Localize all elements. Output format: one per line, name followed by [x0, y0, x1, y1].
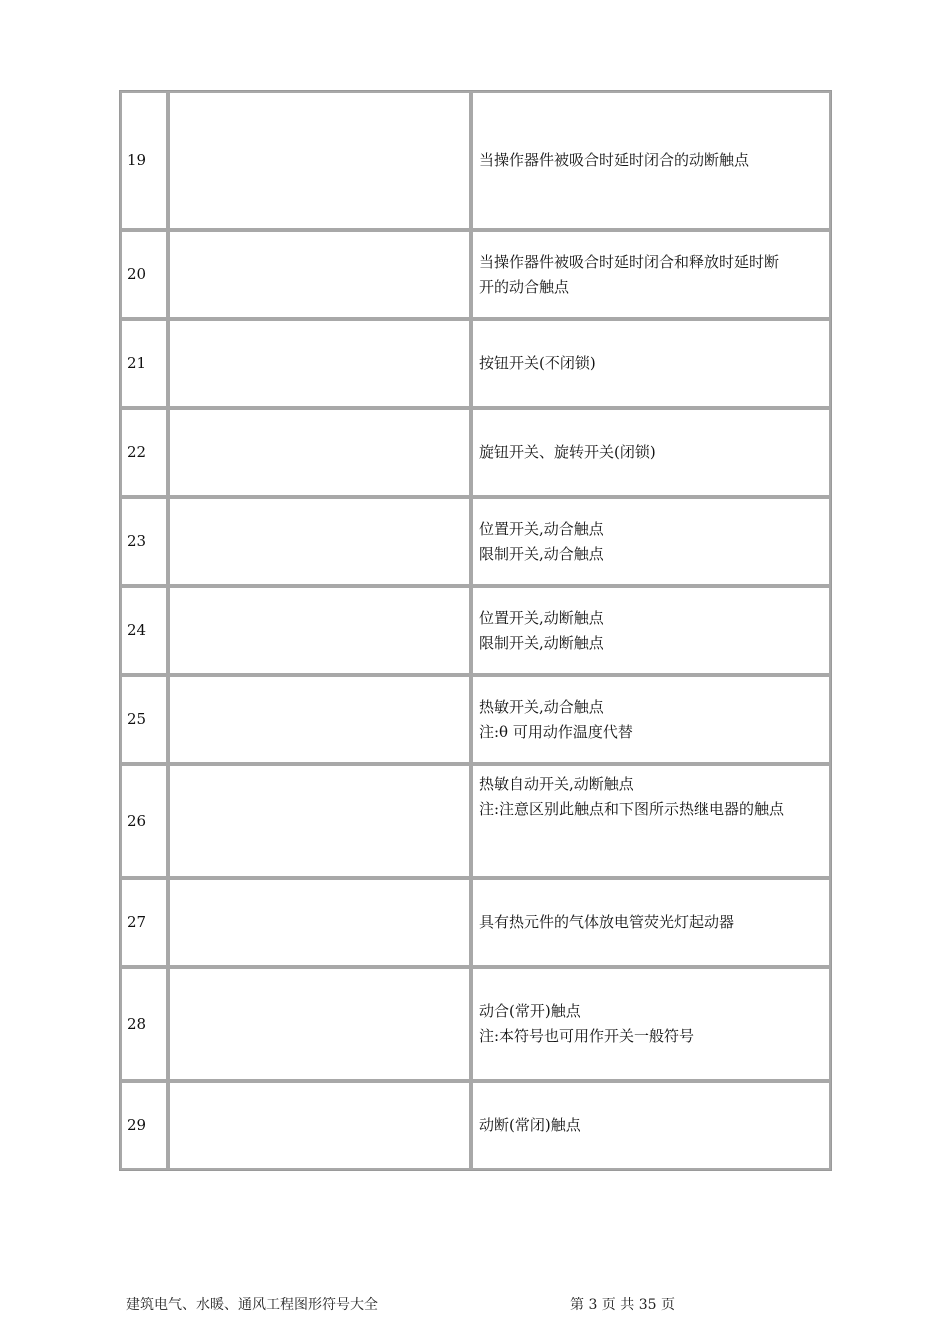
symbol-cell [168, 764, 471, 878]
table-row [120, 878, 831, 967]
description-cell [471, 586, 831, 675]
description-cell [471, 764, 831, 878]
description-line: 具有热元件的气体放电管荧光灯起动器 [479, 913, 735, 931]
description-line: 旋钮开关、旋转开关(闭锁) [479, 443, 656, 461]
symbol-cell [168, 1081, 471, 1170]
row-number: 29 [120, 1081, 168, 1170]
row-number: 23 [120, 497, 168, 586]
description-line: 热敏自动开关,动断触点 [479, 775, 634, 793]
symbol-cell [168, 319, 471, 408]
footer-page-number: 第 3 页 共 35 页 [570, 1297, 675, 1313]
table-row [120, 675, 831, 764]
row-number: 20 [120, 230, 168, 319]
symbol-cell [168, 586, 471, 675]
footer-document-title: 建筑电气、水暖、通风工程图形符号大全 [126, 1297, 378, 1313]
description-line: 注:注意区别此触点和下图所示热继电器的触点 [479, 800, 785, 818]
description-line: 当操作器件被吸合时延时闭合和释放时延时断 [479, 252, 780, 271]
description-cell [471, 878, 831, 967]
symbol-cell [168, 497, 471, 586]
description-line: 位置开关,动合触点 [479, 519, 604, 538]
table-row [120, 408, 831, 497]
description-line: 当操作器件被吸合时延时闭合的动断触点 [479, 151, 750, 169]
description-line: 按钮开关(不闭锁) [479, 354, 596, 372]
table-row [120, 230, 831, 319]
row-number: 26 [120, 764, 168, 878]
description-line: 动断(常闭)触点 [479, 1116, 581, 1134]
row-number: 21 [120, 319, 168, 408]
symbol-cell [168, 230, 471, 319]
table-row [120, 764, 831, 878]
table-body [120, 91, 831, 1170]
table-row [120, 586, 831, 675]
row-number: 28 [120, 967, 168, 1081]
symbol-cell [168, 408, 471, 497]
description-line: 开的动合触点 [479, 277, 570, 296]
description-line: 热敏开关,动合触点 [479, 697, 604, 716]
symbol-cell [168, 675, 471, 764]
description-line: 注:本符号也可用作开关一般符号 [479, 1027, 695, 1045]
table-row [120, 497, 831, 586]
table-row [120, 1081, 831, 1170]
table-row [120, 91, 831, 230]
description-line: 位置开关,动断触点 [479, 608, 604, 627]
description-line: 限制开关,动合触点 [479, 544, 604, 563]
description-line: 限制开关,动断触点 [479, 633, 604, 652]
symbol-cell [168, 91, 471, 230]
description-cell [471, 319, 831, 408]
row-number: 22 [120, 408, 168, 497]
description-line: 动合(常开)触点 [479, 1002, 581, 1020]
description-cell [471, 675, 831, 764]
description-cell [471, 497, 831, 586]
symbol-cell [168, 967, 471, 1081]
description-cell [471, 1081, 831, 1170]
description-line: 注:θ 可用动作温度代替 [479, 722, 633, 741]
description-cell [471, 408, 831, 497]
symbol-table [119, 90, 832, 1171]
description-cell [471, 230, 831, 319]
symbol-cell [168, 878, 471, 967]
row-number: 19 [120, 91, 168, 230]
row-number: 25 [120, 675, 168, 764]
table-row [120, 967, 831, 1081]
table-row [120, 319, 831, 408]
row-number: 27 [120, 878, 168, 967]
description-cell [471, 91, 831, 230]
description-cell [471, 967, 831, 1081]
row-number: 24 [120, 586, 168, 675]
